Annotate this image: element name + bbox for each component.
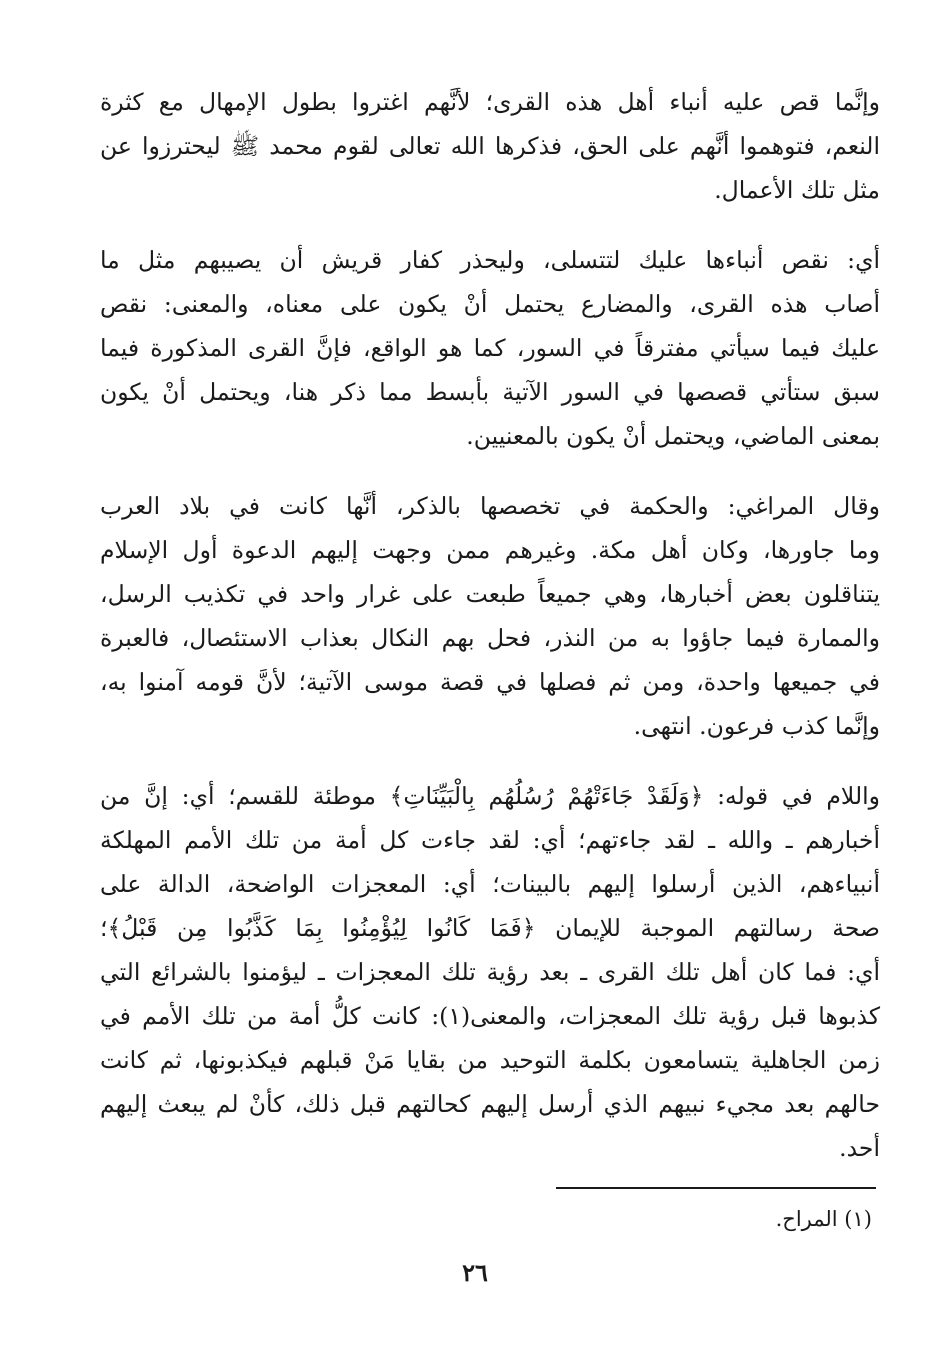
paragraph-2 [100, 238, 880, 458]
footnote-divider [556, 1187, 876, 1189]
text-line: أي: فما كان أهل تلك القرى ـ بعد رؤية تلك المعجزات ـ ليؤمنوا بالشرائع التي [100, 958, 880, 986]
text-line: زمن الجاهلية يتسامعون بكلمة التوحيد من بقايا مَنْ قبلهم فيكذبونها، ثم كانت [100, 1046, 880, 1074]
paragraph-3 [100, 484, 880, 748]
text-line: سبق ستأتي قصصها في السور الآتية بأبسط مما ذكر هنا، ويحتمل أنْ يكون [100, 378, 880, 406]
text-line: حالهم بعد مجيء نبيهم الذي أرسل إليهم كحالتهم قبل ذلك، كأنْ لم يبعث إليهم [100, 1090, 880, 1118]
text-line: وإنَّما كذب فرعون. انتهى. [633, 712, 880, 740]
text-line: مثل تلك الأعمال. [714, 176, 880, 204]
text-line: وما جاورها، وكان أهل مكة. وغيرهم ممن وجهت إليهم الدعوة أول الإسلام [100, 536, 880, 564]
text-line: عليك فيما سيأتي مفترقاً في السور، كما هو الواقع، فإنَّ القرى المذكورة فيما [100, 334, 880, 362]
page-body [100, 80, 880, 1196]
text-line: النعم، فتوهموا أنَّهم على الحق، فذكرها الله تعالى لقوم محمد ﷺ ليحترزوا عن [100, 132, 880, 160]
paragraph-1 [100, 80, 880, 212]
text-line: يتناقلون بعض أخبارها، وهي جميعاً طبعت على غرار واحد في تكذيب الرسل، [100, 580, 880, 608]
text-line: وإنَّما قص عليه أنباء أهل هذه القرى؛ لأنَّهم اغتروا بطول الإمهال مع كثرة [100, 88, 880, 116]
text-line: أصاب هذه القرى، والمضارع يحتمل أنْ يكون على معناه، والمعنى: نقص [100, 290, 880, 318]
text-line: أحد. [839, 1134, 880, 1162]
text-line: بمعنى الماضي، ويحتمل أنْ يكون بالمعنيين. [466, 422, 880, 450]
footnote: (١) المراح. [775, 1207, 872, 1231]
text-line: والممارة فيما جاؤوا به من النذر، فحل بهم النكال بعذاب الاستئصال، فالعبرة [100, 624, 880, 652]
text-line: في جميعها واحدة، ومن ثم فصلها في قصة موسى الآتية؛ لأنَّ قومه آمنوا به، [100, 668, 880, 696]
text-line: وقال المراغي: والحكمة في تخصصها بالذكر، أنَّها كانت في بلاد العرب [100, 492, 880, 520]
text-line: صحة رسالتهم الموجبة للإيمان ﴿فَمَا كَانُوا لِيُؤْمِنُوا بِمَا كَذَّبُوا مِن قَبْلُ﴾؛ [100, 914, 880, 942]
text-line: أخبارهم ـ والله ـ لقد جاءتهم؛ أي: لقد جاءت كل أمة من تلك الأمم المهلكة [100, 826, 880, 854]
page-number: ٢٦ [462, 1258, 488, 1287]
text-line: كذبوها قبل رؤية تلك المعجزات، والمعنى(١): كانت كلُّ أمة من تلك الأمم في [100, 1002, 881, 1030]
text-line: أنبياءهم، الذين أرسلوا إليهم بالبينات؛ أي: المعجزات الواضحة، الدالة على [100, 870, 880, 898]
text-line: أي: نقص أنباءها عليك لتتسلى، وليحذر كفار قريش أن يصيبهم مثل ما [100, 246, 880, 274]
paragraph-4 [100, 774, 880, 1170]
text-line: واللام في قوله: ﴿وَلَقَدْ جَاءَتْهُمْ رُسُلُهُم بِالْبَيِّنَاتِ﴾ موطئة للقسم؛ أي: إنَّ من [100, 782, 880, 810]
